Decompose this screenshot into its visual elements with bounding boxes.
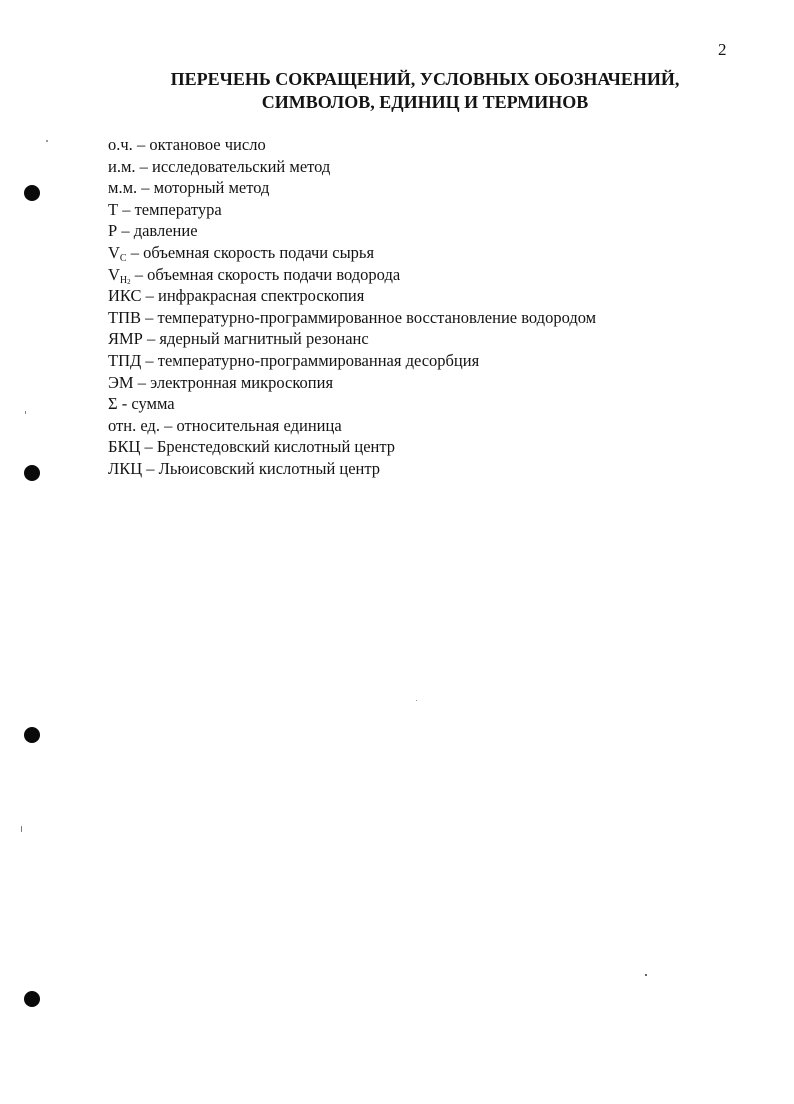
subscript-letter: H [119, 274, 128, 286]
abbreviation-definition: моторный метод [153, 178, 270, 198]
abbreviation-item [108, 199, 596, 221]
abbreviation-item [108, 328, 596, 350]
abbreviation-term: ЯМР [108, 329, 143, 349]
abbreviation-definition: Бренстедовский кислотный центр [156, 437, 396, 457]
page-number: 2 [718, 40, 727, 59]
separator: – [141, 286, 159, 306]
subscript-index: 2 [127, 277, 131, 286]
separator: – [118, 199, 135, 219]
abbreviation-item [108, 415, 596, 437]
scan-speck [416, 700, 417, 701]
title-line-1: ПЕРЕЧЕНЬ СОКРАЩЕНИЙ, УСЛОВНЫХ ОБОЗНАЧЕНИЙ, [170, 69, 680, 89]
abbreviation-term: ЭМ [108, 372, 134, 392]
punch-hole [24, 185, 40, 201]
abbreviation-term: ТПД [108, 350, 142, 370]
punch-hole [24, 727, 40, 743]
abbreviation-item [108, 134, 596, 156]
abbreviation-item [108, 285, 596, 307]
abbreviation-definition: температурно-программированная десорбция [157, 350, 480, 370]
abbreviation-item [108, 264, 596, 286]
page-title [60, 68, 790, 114]
abbreviation-term: Р [108, 221, 118, 241]
separator: – [140, 437, 157, 457]
abbreviation-item [108, 242, 596, 264]
abbreviation-item [108, 458, 596, 480]
separator: – [135, 156, 153, 176]
separator: - [117, 394, 132, 414]
abbreviation-definition: относительная единица [176, 415, 342, 435]
separator: – [133, 372, 151, 392]
abbreviation-term: о.ч. [108, 135, 133, 154]
abbreviation-term: и.м. [108, 156, 136, 176]
separator: – [137, 178, 154, 198]
abbreviation-item [108, 393, 596, 415]
separator: – [142, 329, 160, 349]
abbreviation-item [108, 220, 596, 242]
abbreviation-definition: объемная скорость подачи водорода [147, 264, 401, 284]
abbreviation-definition: давление [133, 221, 198, 241]
abbreviation-item [108, 177, 596, 199]
abbreviation-item [108, 307, 596, 329]
punch-hole [24, 991, 40, 1007]
abbreviation-item [108, 350, 596, 372]
separator: – [142, 458, 159, 478]
separator: – [117, 221, 134, 241]
abbreviation-term: ТПВ [108, 307, 141, 327]
separator: – [126, 242, 144, 262]
abbreviation-term: Σ [108, 394, 118, 414]
abbreviation-item [108, 372, 596, 394]
punch-hole [24, 465, 40, 481]
abbreviation-definition: температура [134, 199, 222, 219]
abbreviation-list [108, 134, 596, 480]
abbreviation-term: V [108, 264, 120, 284]
title-line-2: СИМВОЛОВ, ЕДИНИЦ И ТЕРМИНОВ [261, 92, 589, 112]
abbreviation-term: ЛКЦ [108, 458, 143, 478]
abbreviation-definition: объемная скорость подачи сырья [143, 242, 375, 262]
separator: – [132, 135, 150, 154]
separator: – [130, 264, 148, 284]
separator: – [159, 415, 177, 435]
abbreviation-item [108, 156, 596, 178]
abbreviation-term: V [108, 242, 120, 262]
abbreviation-item [108, 436, 596, 458]
abbreviation-subscript: C [119, 252, 127, 264]
separator: – [141, 350, 158, 370]
abbreviation-term: м.м. [108, 178, 138, 198]
abbreviation-term: ИКС [108, 286, 142, 306]
abbreviation-definition: электронная микроскопия [150, 372, 334, 392]
abbreviation-definition: Льюисовский кислотный центр [158, 458, 381, 478]
abbreviation-definition: ядерный магнитный резонанс [159, 329, 369, 349]
abbreviation-definition: исследовательский метод [152, 156, 331, 176]
abbreviation-definition: инфракрасная спектроскопия [158, 286, 365, 306]
scan-speck [645, 974, 647, 976]
abbreviation-term: Т [108, 199, 119, 219]
scan-speck [46, 140, 48, 142]
scan-speck [21, 826, 22, 832]
separator: – [141, 307, 158, 327]
abbreviation-term: БКЦ [108, 437, 141, 457]
abbreviation-definition: температурно-программированное восстановление водородом [157, 307, 597, 327]
abbreviation-subscript [120, 275, 131, 286]
abbreviation-term: отн. ед. [108, 415, 160, 435]
abbreviation-definition: сумма [131, 394, 175, 414]
scan-speck [25, 411, 26, 414]
abbreviation-definition: октановое число [149, 135, 266, 154]
